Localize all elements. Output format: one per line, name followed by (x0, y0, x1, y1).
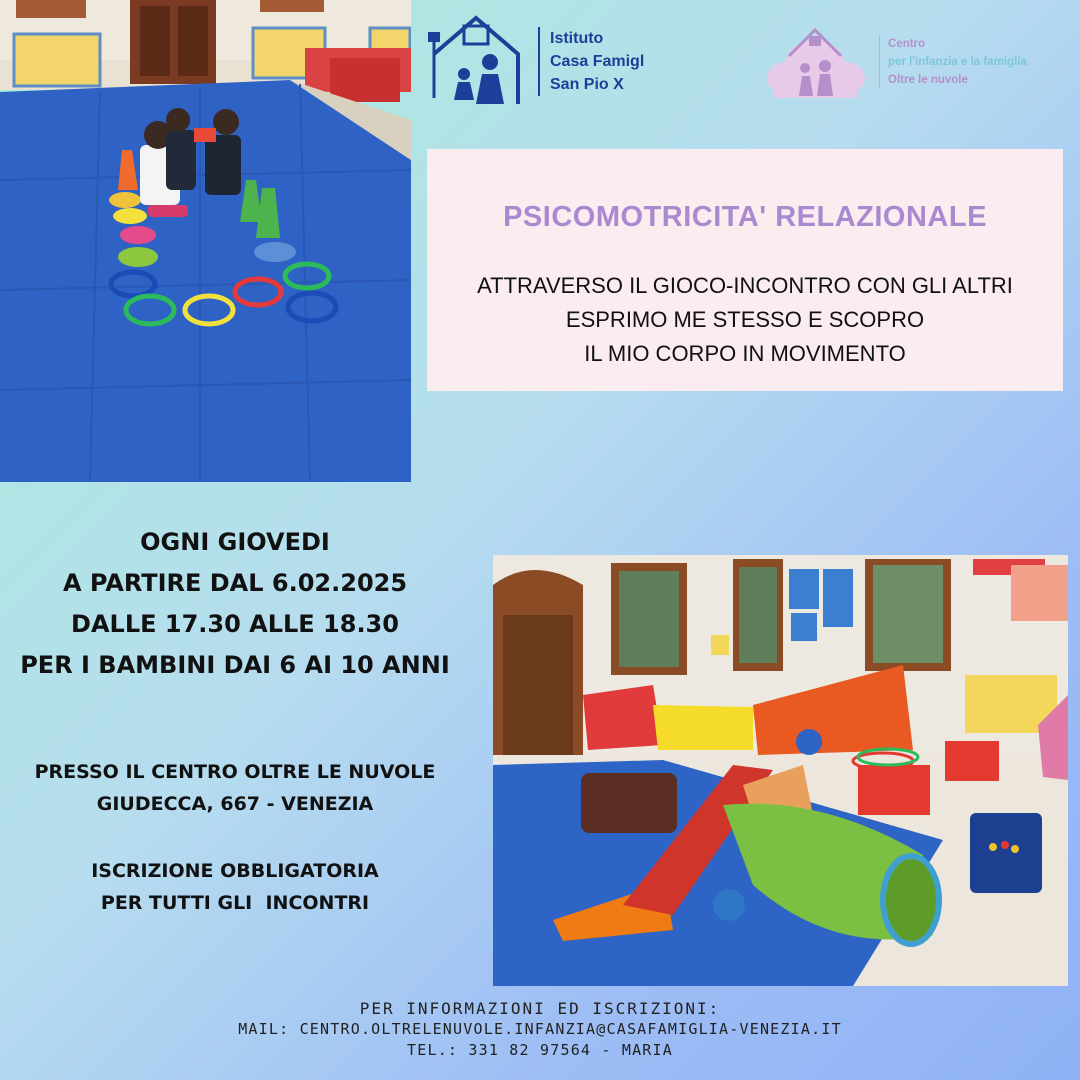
info-box (427, 149, 1063, 391)
room-illustration (493, 555, 1068, 986)
schedule-line-4: PER I BAMBINI DAI 6 AI 10 ANNI (20, 651, 450, 679)
footer-mail: MAIL: CENTRO.OLTRELENUVOLE.INFANZIA@CASAFAMIGLIA-VENEZIA.IT (238, 1020, 842, 1038)
location-line-1: PRESSO IL CENTRO OLTRE LE NUVOLE (34, 761, 436, 783)
page-title: PSICOMOTRICITA' RELAZIONALE (503, 201, 987, 233)
photo-psychomotricity-room (493, 555, 1068, 986)
contact-footer (0, 998, 1080, 1061)
house-family-icon (424, 14, 524, 108)
location-line-2: GIUDECCA, 667 - VENEZIA (96, 793, 374, 815)
schedule-block (0, 522, 470, 686)
logo-istituto-casa-famiglia (424, 14, 644, 108)
enrolment-line-2: PER TUTTI GLI INCONTRI (100, 892, 370, 914)
schedule-line-3: DALLE 17.30 ALLE 18.30 (71, 610, 399, 638)
footer-tel: TEL.: 331 82 97564 - MARIA (407, 1041, 673, 1059)
gym-illustration (0, 0, 411, 482)
enrolment-line-1: ISCRIZIONE OBBLIGATORIA (91, 860, 379, 882)
logo-centro-line-1: Centro (888, 38, 926, 50)
subtitle-line-3: IL MIO CORPO IN MOVIMENTO (584, 341, 906, 366)
schedule-line-2: A PARTIRE DAL 6.02.2025 (62, 569, 408, 597)
logo-istituto-line-1: Istituto (550, 29, 604, 47)
footer-heading: PER INFORMAZIONI ED ISCRIZIONI: (359, 999, 721, 1018)
cloud-family-icon (765, 20, 865, 104)
location-block (0, 756, 470, 820)
photo-gym-activity (0, 0, 411, 482)
logo-centro-oltre-le-nuvole (765, 20, 1027, 104)
schedule-line-1: OGNI GIOVEDI (140, 528, 330, 556)
logo-istituto-line-3: San Pio X (550, 75, 624, 93)
subtitle (427, 269, 1063, 371)
logo-istituto-line-2: Casa Famigl (550, 52, 645, 70)
logo-centro-line-2: per l'infanzia e la famiglia (888, 56, 1027, 68)
logo-centro-line-3: Oltre le nuvole (888, 74, 968, 86)
enrolment-block (0, 855, 470, 919)
subtitle-line-1: ATTRAVERSO IL GIOCO-INCONTRO CON GLI ALTRI (477, 273, 1013, 298)
subtitle-line-2: ESPRIMO ME STESSO E SCOPRO (565, 307, 925, 332)
